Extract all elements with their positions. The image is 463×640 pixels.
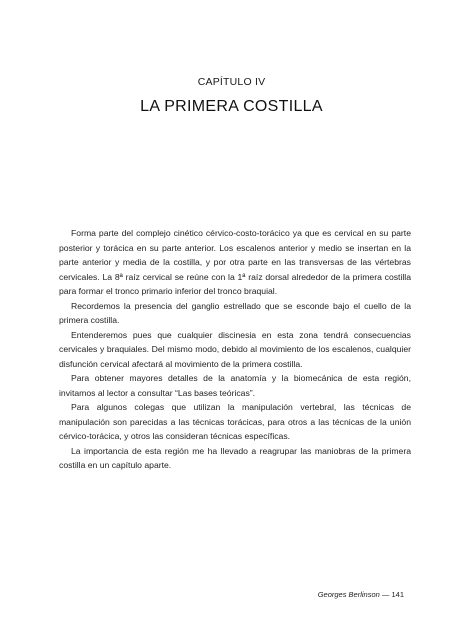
paragraph-3: Entenderemos pues que cualquier discinesia en esta zona tendrá consecuencias cervicales y braquiales. Del mismo modo, debido al movimiento de los escalenos, cualquier disfunción cervical afectará al movimiento de la primera costilla. [59,329,411,369]
footer-author: Georges Berlinson [317,590,380,599]
paragraph-4: Para obtener mayores detalles de la anatomía y la biomecánica de esta región, invitamos al lector a consultar “Las bases teóricas”. [59,373,411,398]
chapter-label: CAPÍTULO IV [197,76,266,88]
paragraph-1: Forma parte del complejo cinético cérvico-costo-torácico ya que es cervical en su parte posterior y torácica en su parte anterior. Los escalenos anterior y medio se insertan en la parte anterior y media de la costilla, y por otra parte en las transversas de las vértebras cervicales. La 8ª raíz cervical se reúne con la 1ª raíz dorsal alrededor de la primera costilla para formar el tronco primario inferior del tronco braquial. [59,228,411,296]
page-footer [0,590,404,599]
body-text [59,226,411,473]
paragraph-6: La importancia de esta región me ha llevado a reagrupar las maniobras de la primera costilla en un capítulo aparte. [59,445,411,470]
paragraph-5: Para algunos colegas que utilizan la manipulación vertebral, las técnicas de manipulación son parecidas a las técnicas torácicas, para otros a las técnicas de la unión cérvico-torácica, y otros las consideran técnicas específicas. [59,402,411,441]
chapter-title: LA PRIMERA COSTILLA [140,98,323,115]
page-number: 141 [391,590,404,599]
paragraph-2: Recordemos la presencia del ganglio estrellado que se esconde bajo el cuello de la primera costilla. [59,300,411,325]
footer-separator: — [379,590,392,599]
